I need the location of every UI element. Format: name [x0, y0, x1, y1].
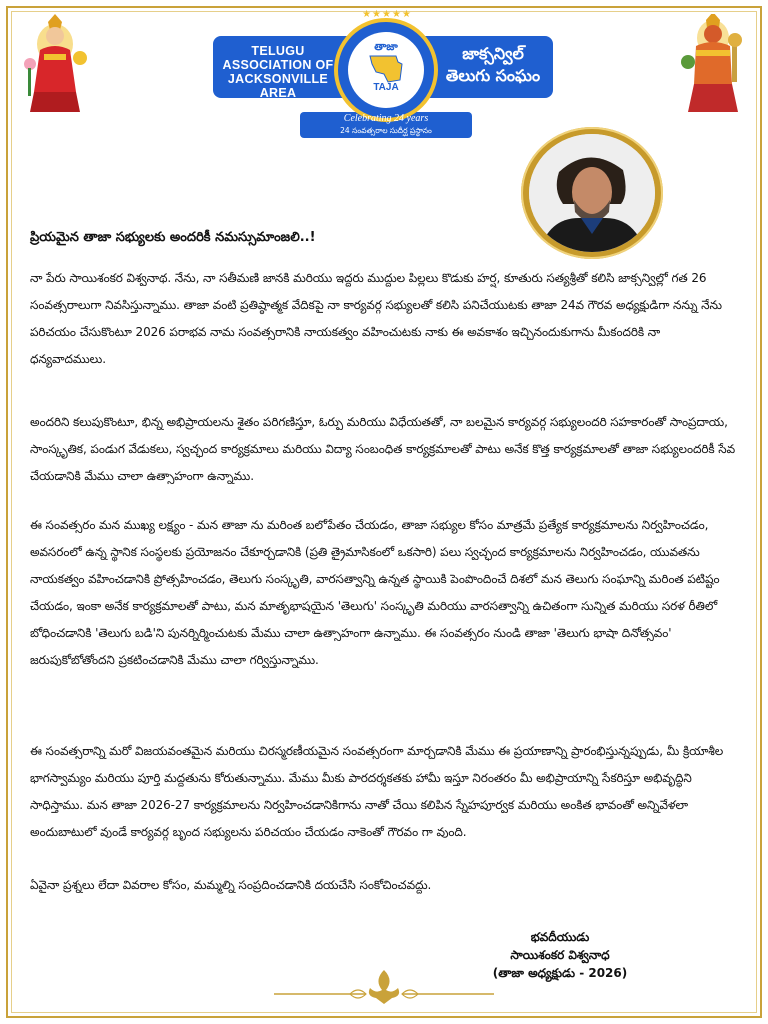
stars-icon: ★★★★★	[362, 9, 412, 20]
association-name-telugu: జాక్సన్విల్ తెలుగు సంఘం	[445, 44, 541, 85]
celebrating-years: Celebrating 24 years	[343, 113, 429, 124]
association-name-english: TELUGU ASSOCIATION OF JACKSONVILLE AREA	[222, 44, 334, 100]
logo-english: TAJA	[373, 82, 399, 93]
paragraph-goals: ఈ సంవత్సరం మన ముఖ్య లక్ష్యం - మన తాజా ను మరింత బలోపేతం చేయడం, తాజా సభ్యుల కోసం మాత్రమే ప్రత్యేక కార్యక్రమాలను నిర్వహించడం, అవసరంలో ఉన్న స్థానిక సంస్థలకు ప్రయోజనం చేకూర్చడానికి (ప్రతి త్రైమాసికంలో ఒకసారి) పలు స్వచ్ఛంద కార్యక్రమాలను నిర్వహించడం, యువతను నాయకత్వం వహించడానికి ప్రోత్సహించడం, తెలుగు సంస్కృతి, వారసత్వాన్ని ఉన్నత స్థాయికి పెంపొందించే దిశలో మన తెలుగు సంఘాన్ని మరింత పటిష్టం చేయడం, ఇంకా అనేక కార్యక్రమాలతో పాటు, మన మాతృభాషయైన 'తెలుగు' సంస్కృతి మరియు వారసత్వాన్ని ఉచితంగా సున్నిత మరియు సరళ రీతిలో బోధించడానికి 'తెలుగు బడి'ని పునర్నిర్మించుటకు మేము చాలా ఉత్సాహంగా ఉన్నాము. ఈ సంవత్సరం నుండి తాజా 'తెలుగు భాషా దినోత్సవం' జరుపుకోబోతోందని ప్రకటించడానికి మేము చాలా గర్విస్తున్నాము.	[30, 518, 720, 667]
hanuman-illustration	[680, 14, 746, 114]
celebrating-years-telugu: 24 సంవత్సరాల సుదీర్ఘ ప్రస్థానం	[340, 126, 432, 135]
paragraph-introduction: నా పేరు సాయిశంకర విశ్వనాథ. నేను, నా సతీమణి జానకి మరియు ఇద్దరు ముద్దుల పిల్లలు కొడుకు హర్ష, కూతురు సత్యశ్రీతో కలిసి జాక్సన్విల్లో గత 26 సంవత్సరాలుగా నివసిస్తున్నాము. తాజా వంటి ప్రతిష్ఠాత్మక వేదికపై నా కార్యవర్గ సభ్యులతో కలిసి పనిచేయుటకు తాజా 24వ గౌరవ అధ్యక్షుడిగా నన్ను నేను పరిచయం చేసుకొంటూ 2026 పరాభవ నామ సంవత్సరానికి నాయకత్వం వహించుటకు నాకు ఈ అవకాశం ఇచ్చినందుకుగాను మీకందరికి నా ధన్యవాదములు.	[30, 271, 722, 366]
goddess-illustration	[22, 14, 88, 114]
sign-off: భవదీయుడు	[530, 930, 590, 944]
fleur-de-lis-ornament	[270, 964, 498, 1008]
paragraph-support: ఈ సంవత్సరాన్ని మరో విజయవంతమైన మరియు చిరస్మరణీయమైన సంవత్సరంగా మార్చడానికి మేము ఈ ప్రయాణాన్ని ప్రారంభిస్తున్నప్పుడు, మీ క్రియాశీల భాగస్వామ్యం మరియు పూర్తి మద్దతును కోరుతున్నాము. మేము మీకు పారదర్శకతకు హామీ ఇస్తూ నిరంతరం మీ అభిప్రాయాన్ని సేకరిస్తూ అభివృద్ధిని సాధిస్తాము. మన తాజా 2026-27 కార్యక్రమాలను నిర్వహించడానికిగాను నాతో చేయి కలిపిన స్నేహపూర్వక మరియు అంకిత భావంతో అన్నివేళలా అందుబాటులో వుండే కార్యవర్గ బృంద సభ్యులను పరిచయం చేయడం నాకెంతో గౌరవం గా వుంది.	[30, 744, 724, 839]
closing-contact-note: ఏవైనా ప్రశ్నలు లేదా వివరాల కోసం, మమ్మల్ని సంప్రదించడానికి దయచేసి సంకోచించవద్దు.	[30, 878, 432, 892]
state-map-icon	[366, 52, 406, 84]
president-photo	[529, 134, 655, 252]
salutation: ప్రియమైన తాజా సభ్యులకు అందరికీ నమస్సుమాంజలి..!	[30, 230, 316, 245]
signatory-title: (తాజా అధ్యక్షుడు - 2026)	[492, 966, 628, 980]
logo-telugu: తాజా	[374, 40, 398, 53]
paragraph-commitment: అందరిని కలుపుకొంటూ, భిన్న అభిప్రాయలను శైతం పరిగణిస్తూ, ఓర్పు మరియు విధేయతతో, నా బలమైన కార్యవర్గ సభ్యులందరి సహకారంతో సాంప్రదాయ, సాంస్కృతిక, పండుగ వేడుకలు, స్వచ్ఛంద కార్యక్రమాలు మరియు విద్యా సంబంధిత కార్యక్రమాలతో పాటు అనేక కొత్త కార్యక్రమాలతో తాజా సభ్యులందరికీ సేవ చేయడానికి మేము చాలా ఉత్సాహంగా ఉన్నాము.	[30, 415, 736, 483]
signatory-name: సాయిశంకర విశ్వనాధ	[510, 948, 610, 962]
